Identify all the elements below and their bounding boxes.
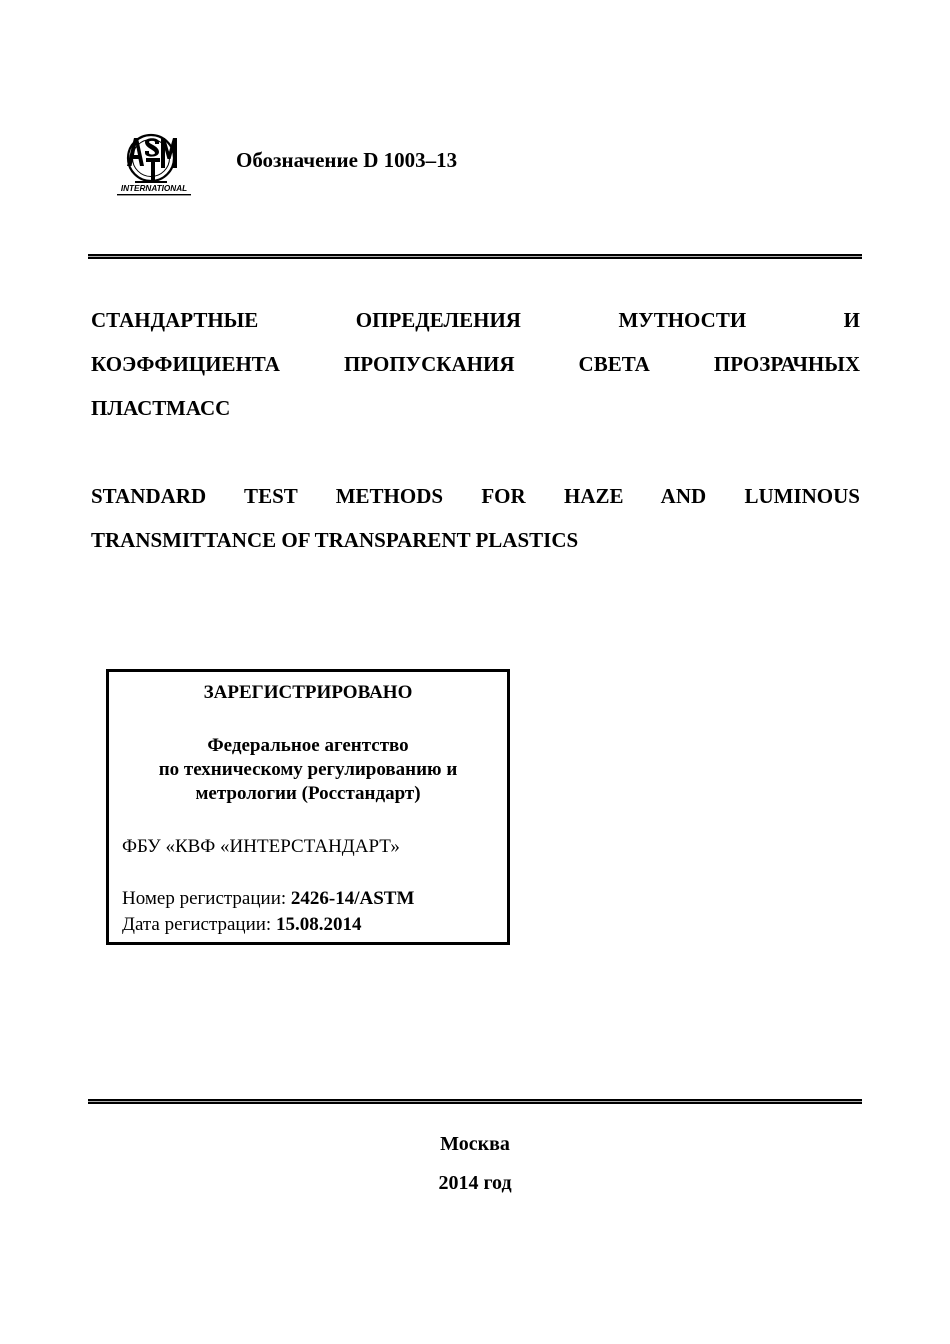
registration-box — [106, 669, 510, 945]
publication-city: Москва — [440, 1133, 510, 1155]
bottom-divider — [88, 1099, 862, 1104]
en-title-line-2: TRANSMITTANCE OF TRANSPARENT PLASTICS — [91, 528, 579, 552]
ru-title-line-3: ПЛАСТМАСС — [91, 396, 231, 420]
agency-line-2: по техническому регулированию и — [158, 759, 458, 780]
registration-number-label: Номер регистрации: — [122, 888, 291, 909]
top-divider — [88, 254, 862, 259]
svg-text:INTERNATIONAL: INTERNATIONAL — [120, 184, 188, 193]
en-title-line-1: STANDARD TEST METHODS FOR HAZE AND LUMINOUS — [91, 484, 860, 508]
ru-title-line-2: КОЭФФИЦИЕНТА ПРОПУСКАНИЯ СВЕТА ПРОЗРАЧНЫХ — [91, 352, 860, 376]
astm-international-logo — [113, 128, 195, 200]
ru-title-line-1: СТАНДАРТНЫЕ ОПРЕДЕЛЕНИЯ МУТНОСТИ И — [91, 308, 860, 332]
english-title — [91, 474, 860, 562]
registration-agency — [109, 734, 507, 806]
registration-number-row — [122, 886, 414, 912]
publication-year: 2014 год — [438, 1172, 512, 1194]
registration-date-label: Дата регистрации: — [122, 914, 276, 935]
russian-title — [91, 298, 860, 430]
registration-fields — [122, 886, 414, 938]
registration-date-row — [122, 912, 414, 938]
agency-line-3: метрологии (Росстандарт) — [195, 783, 421, 804]
registration-header: ЗАРЕГИСТРИРОВАНО — [203, 682, 413, 703]
registration-date-value: 15.08.2014 — [275, 914, 362, 935]
registration-organization: ФБУ «КВФ «ИНТЕРСТАНДАРТ» — [122, 836, 400, 857]
astm-logo-icon — [113, 128, 195, 200]
registration-number-value: 2426-14/ASTM — [290, 888, 415, 909]
designation-heading: Обозначение D 1003–13 — [236, 148, 458, 172]
agency-line-1: Федеральное агентство — [207, 735, 409, 756]
